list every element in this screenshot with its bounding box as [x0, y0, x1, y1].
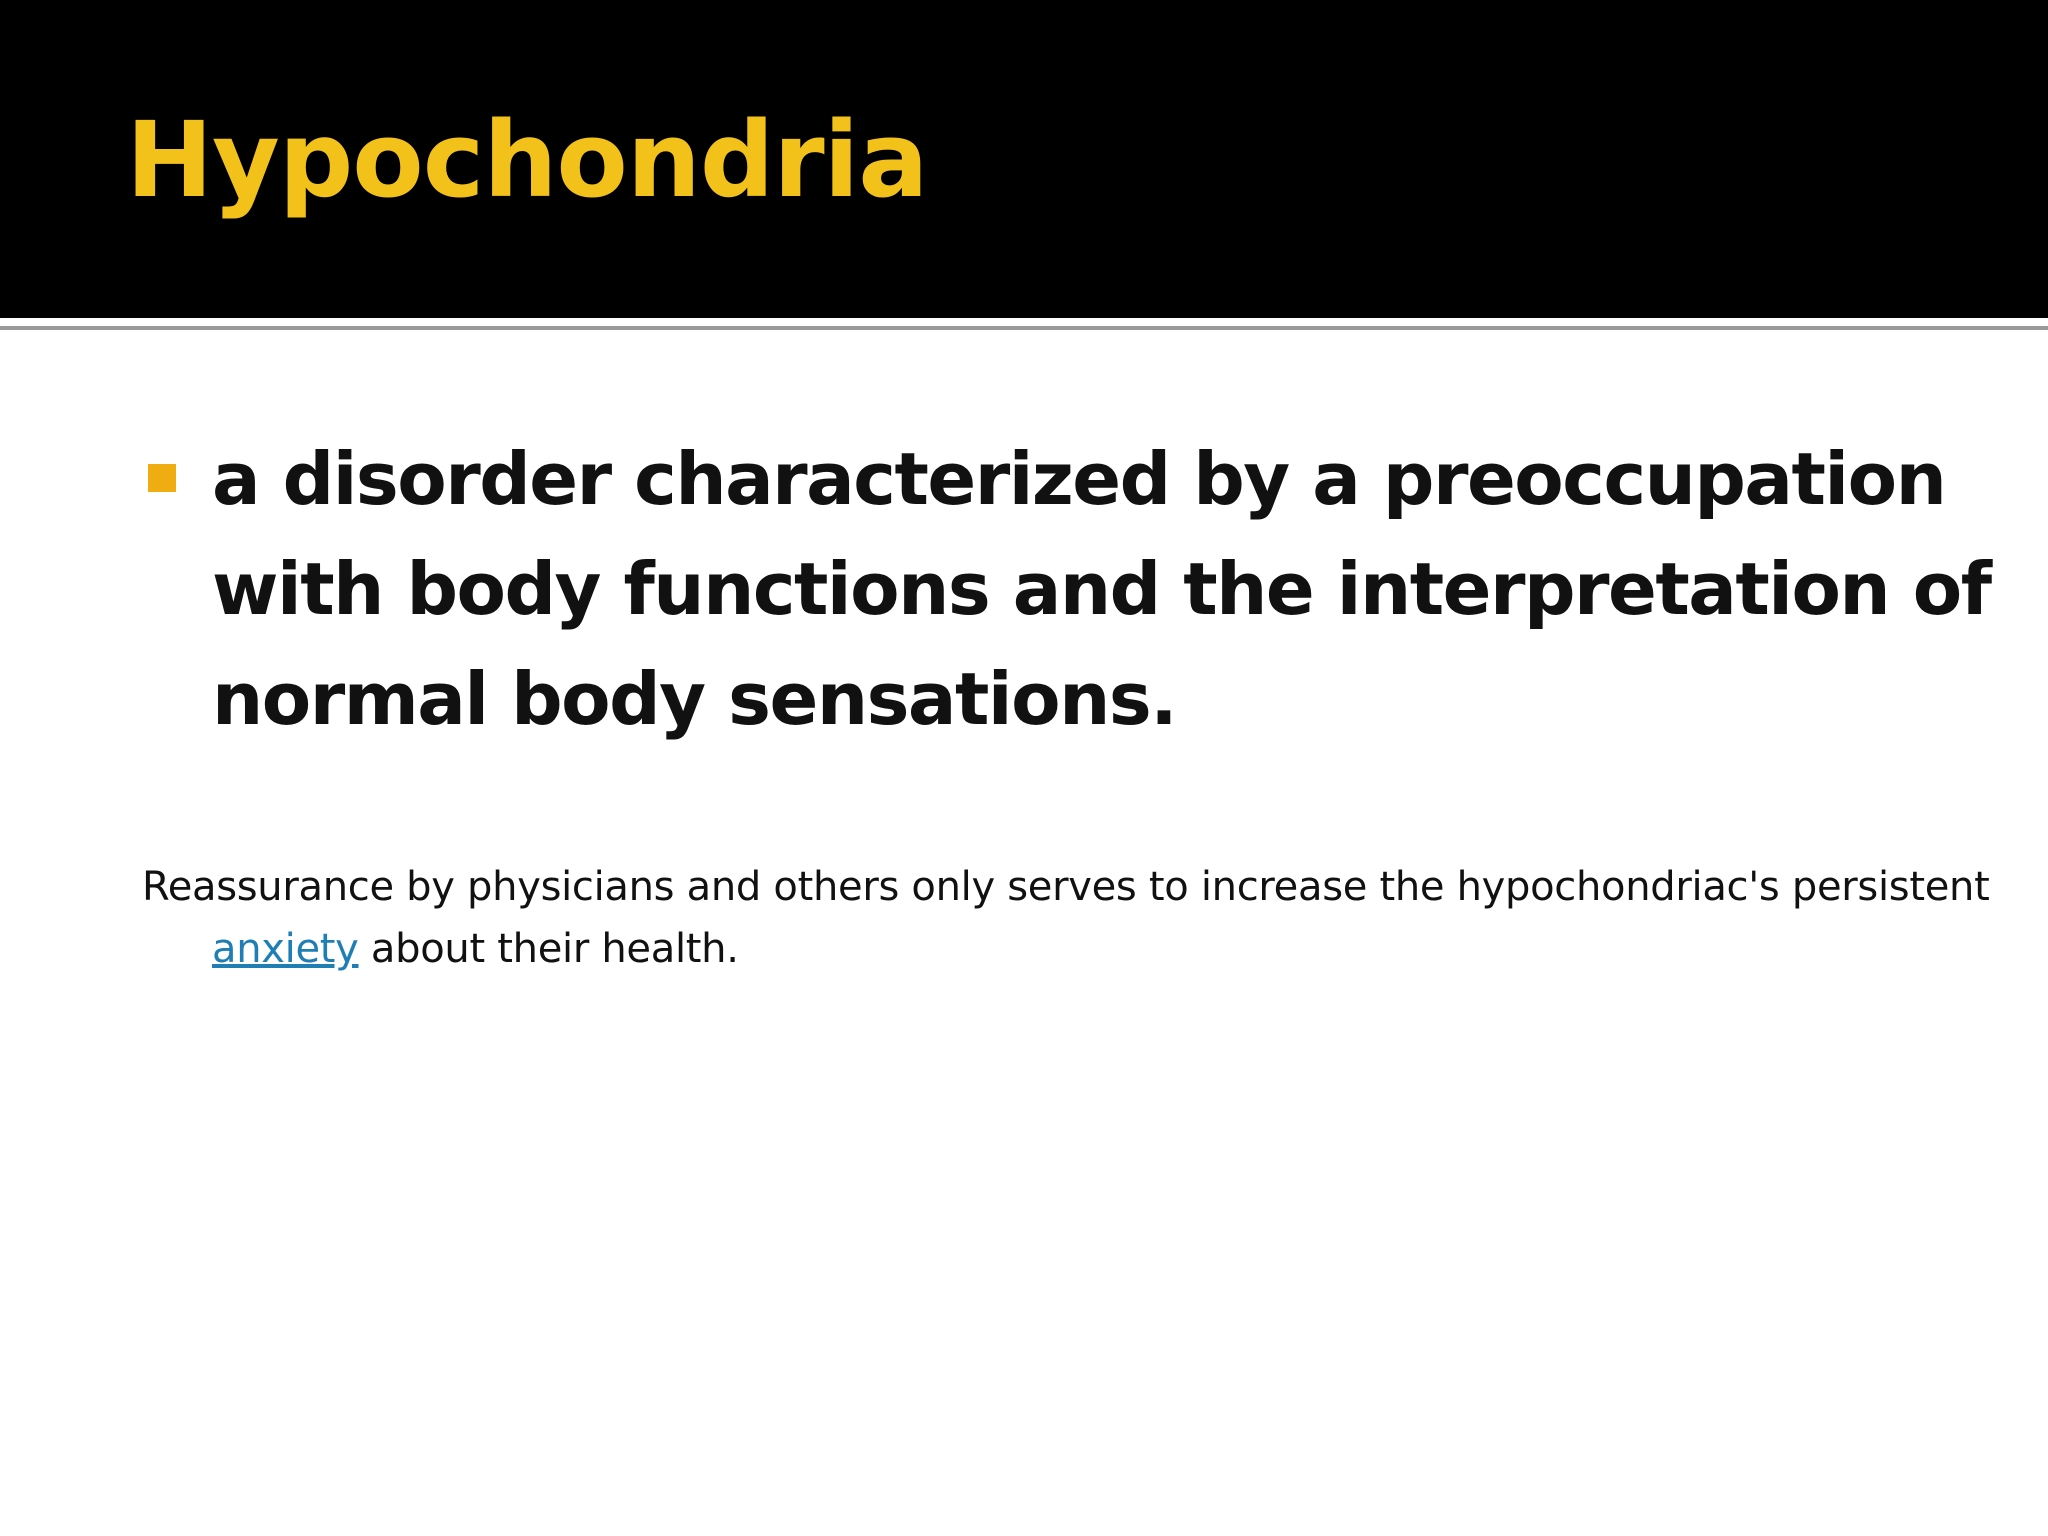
note-paragraph: [142, 856, 2032, 980]
title-divider: [0, 326, 2048, 330]
note-text-before-link: Reassurance by physicians and others only serves to increase the hypochondriac's persistent: [142, 864, 1990, 910]
note-text-after-link: about their health.: [358, 926, 739, 972]
anxiety-link[interactable]: anxiety: [212, 926, 359, 972]
bullet-text: a disorder characterized by a preoccupation with body functions and the interpretation of normal body sensations.: [212, 437, 1991, 741]
bullet-square-icon: [148, 464, 176, 492]
slide-title: Hypochondria: [126, 99, 928, 221]
